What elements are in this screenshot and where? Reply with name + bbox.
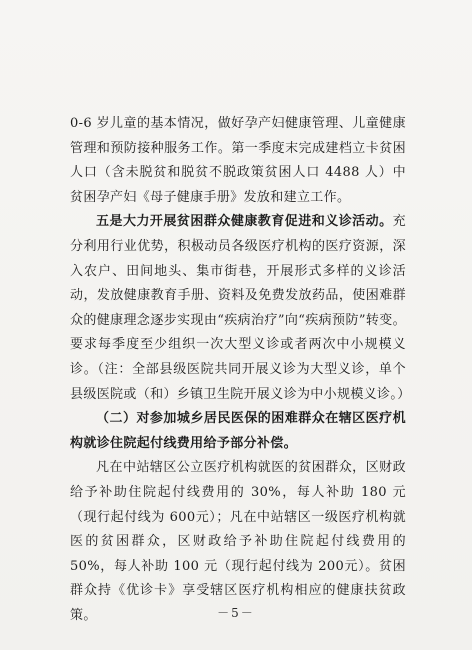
document-body bbox=[70, 112, 411, 628]
paragraph-body-text: 充分利用行业优势，积极动员各级医疗机构的医疗资源，深入农户、田间地头、集市街巷，开展形式多样的义诊活动，发放健康教育手册、资料及免费发放药品，使困难群众的健康理念逐步实现由“疾病治疗”向“疾病预防”转变。要求每季度至少组织一次大型义诊或者两次中小规模义诊。（注：全部县级医院共同开展义诊为大型义诊，单个县级医院或（和）乡镇卫生院开展义诊为中小规模义诊。） bbox=[70, 214, 411, 402]
paragraph-health-education bbox=[70, 210, 411, 407]
paragraph-lead-sentence: 五是大力开展贫困群众健康教育促进和义诊活动。 bbox=[96, 214, 393, 230]
page-number: －5－ bbox=[217, 606, 255, 620]
section-heading: （二）对参加城乡居民医保的困难群众在辖区医疗机构就诊住院起付线费用给予部分补偿。 bbox=[70, 411, 406, 451]
paragraph-subsidy: 凡在中站辖区公立医疗机构就医的贫困群众，区财政给予补助住院起付线费用的 30%，每人补助 180 元（现行起付线为 600元）；凡在中站辖区一级医疗机构就医的贫困群众，区财政给予补助住院起付线费用的 50%，每人补助 100 元（现行起付线为 200元）。贫困群众持《优诊卡》享受辖区医疗机构相应的健康扶贫政策。 bbox=[70, 460, 406, 623]
paragraph-continuation: 0-6 岁儿童的基本情况，做好孕产妇健康管理、儿童健康管理和预防接种服务工作。第一季度末完成建档立卡贫困人口（含未脱贫和脱贫不脱政策贫困人口 4488 人）中贫困孕产妇《母子健康手册》发放和建立工作。 bbox=[70, 116, 406, 205]
